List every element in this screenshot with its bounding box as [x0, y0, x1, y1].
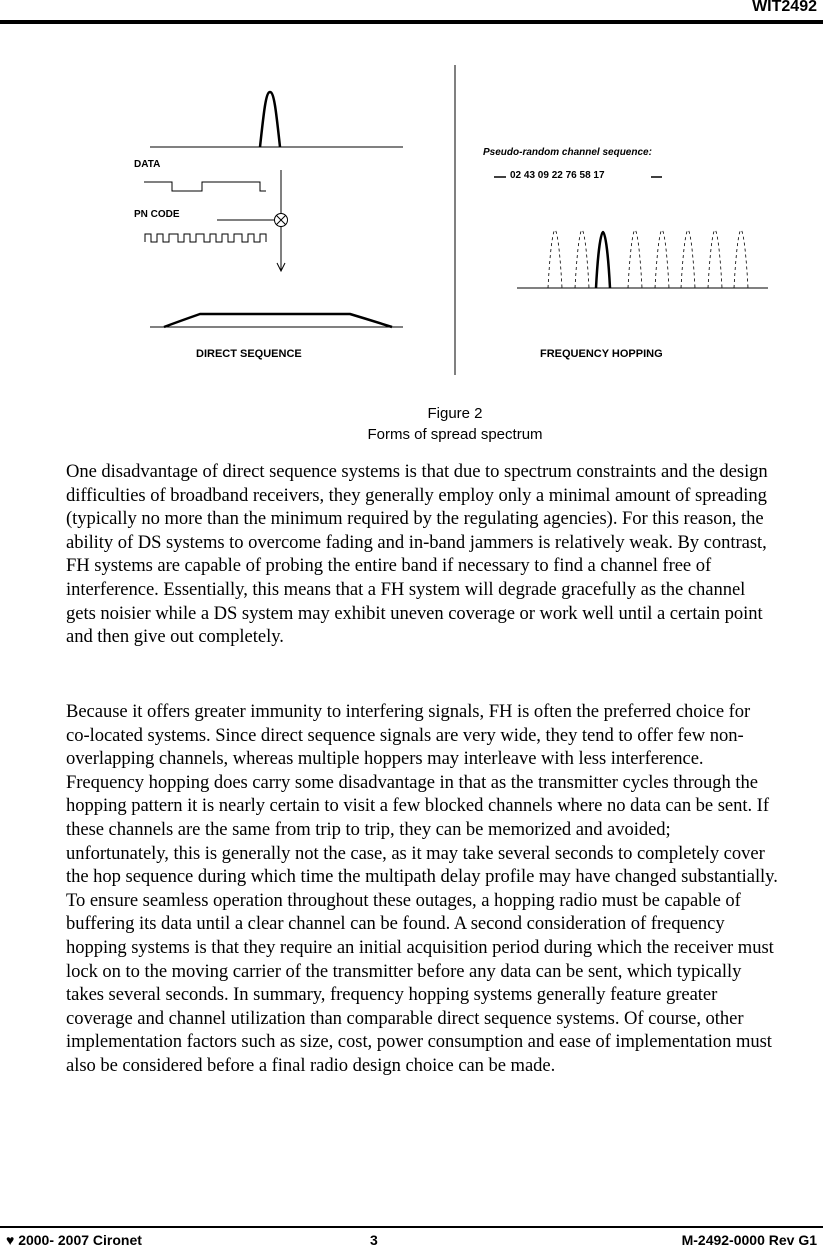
fh-channel-sequence: 02 43 09 22 76 58 17: [510, 170, 605, 181]
fh-channel-slots: [548, 230, 748, 288]
ds-mixer-icon: [275, 214, 288, 227]
figure-title: Forms of spread spectrum: [367, 426, 543, 443]
spread-spectrum-figure: [120, 60, 780, 380]
ds-data-waveform: [144, 182, 266, 191]
fh-caption: FREQUENCY HOPPING: [540, 348, 663, 360]
fh-slot-1: [548, 230, 562, 288]
ds-pn-code-label: PN CODE: [134, 209, 180, 220]
body-paragraph-2: Because it offers greater immunity to interfering signals, FH is often the preferred choice for co-located systems. Since direct sequence signals are very wide, they tend to offer few non-overlapping channels, whereas multiple hoppers may interleave with less interference. Frequency hopping does carry some disadvantage in that as the transmitter cycles through the hopping pattern it is nearly certain to visit a few blocked channels where no data can be sent. If these channels are the same from trip to trip, they can be memorized and avoided; unfortunately, this is generally not the case, as it may take several seconds to completely cover the hop sequence during which time the multipath delay profile may have changed substantially. To ensure seamless operation throughout these outages, a hopping radio must be capable of buffering its data until a clear channel can be found. A second consideration of frequency hopping systems is that they require an initial acquisition period during which the receiver must lock on to the moving carrier of the transmitter before any data can be sent, which typically takes several seconds. In summary, frequency hopping systems generally feature greater coverage and channel utilization than comparable direct sequence systems. Of course, other implementation factors such as size, cost, power consumption and ease of implementation must also be considered before a final radio design choice can be made.: [66, 701, 778, 1076]
fh-slot-6: [681, 230, 695, 288]
ds-caption: DIRECT SEQUENCE: [196, 348, 302, 360]
fh-slot-7: [708, 230, 722, 288]
fh-slot-8: [734, 230, 748, 288]
fh-slot-5: [655, 230, 669, 288]
fh-active-channel: [596, 232, 610, 288]
ds-data-label: DATA: [134, 159, 161, 170]
figure-label: Figure 2: [427, 405, 483, 422]
header-rule: [0, 20, 823, 24]
fh-slot-2: [575, 230, 589, 288]
fh-sequence-title: Pseudo-random channel sequence:: [483, 147, 652, 158]
ds-narrow-signal-peak: [260, 92, 280, 147]
document-id-header: WIT2492: [752, 0, 817, 15]
ds-spread-signal: [164, 314, 392, 327]
footer-copyright: ♥ 2000- 2007 Cironet: [6, 1232, 142, 1248]
footer-document-number: M-2492-0000 Rev G1: [681, 1232, 817, 1248]
body-paragraph-1: One disadvantage of direct sequence systems is that due to spectrum constraints and the design difficulties of broadband receivers, they generally employ only a minimal amount of spreading (typically no more than the minimum required by the regulating agencies). For this reason, the ability of DS systems to overcome fading and in-band jammers is relatively weak. By contrast, FH systems are capable of probing the entire band if necessary to find a channel free of interference. Essentially, this means that a FH system will degrade gracefully as the channel gets noisier while a DS system may exhibit uneven coverage or work well until a certain point and then give out completely.: [66, 461, 768, 648]
ds-pn-code-waveform: [145, 234, 266, 242]
fh-slot-4: [628, 230, 642, 288]
footer-rule: [0, 1226, 823, 1228]
footer-page-number: 3: [370, 1232, 378, 1248]
